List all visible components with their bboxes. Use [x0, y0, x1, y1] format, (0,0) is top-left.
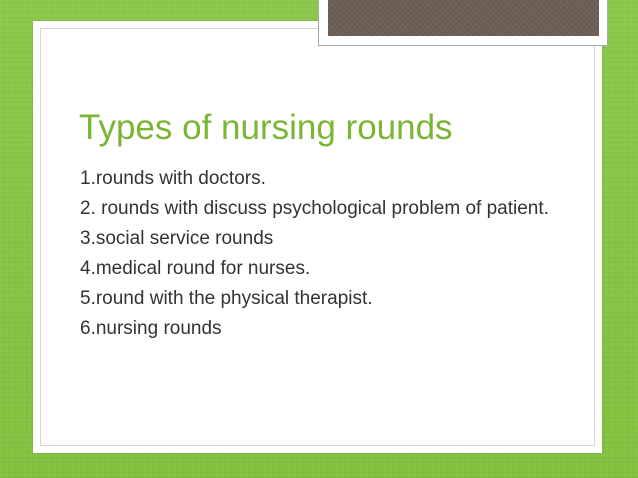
rounds-list [80, 167, 560, 347]
list-item: 1.rounds with doctors. [80, 168, 266, 189]
list-item: 5.round with the physical therapist. [80, 288, 373, 309]
list-item: 3.social service rounds [80, 228, 274, 249]
slide-title: Types of nursing rounds [79, 108, 453, 147]
list-item: 2. rounds with discuss psychological problem of patient. [80, 198, 549, 219]
list-item: 4.medical round for nurses. [80, 258, 311, 279]
accent-block [328, 0, 599, 36]
list-item: 6.nursing rounds [80, 318, 222, 339]
